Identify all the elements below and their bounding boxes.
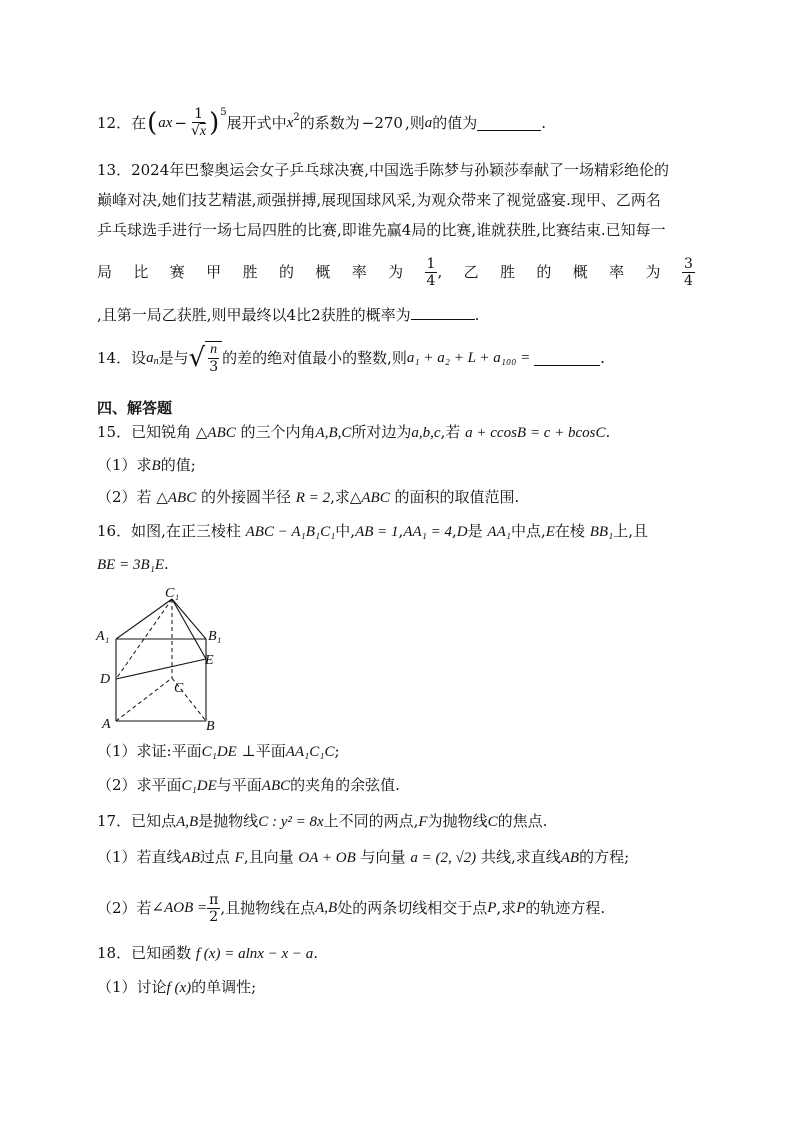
- q18-p1-fx: f (x): [166, 980, 192, 996]
- q15-p1-b: B: [151, 458, 161, 474]
- q16-aa1b: AA₁: [487, 524, 511, 540]
- q15-p2-text: 的面积的取值范围.: [394, 488, 520, 506]
- q12-value: −270: [361, 114, 403, 132]
- q13-line2: 巅峰对决,她们技艺精湛,顽强拼搏,展现国球风采,为观众带来了视觉盛宴.现甲、乙两名: [97, 191, 661, 209]
- q17-vector-sum: OA + OB: [298, 850, 356, 866]
- q13-prob1: $\frac{1}{4}$ ,: [426, 255, 443, 289]
- q15-equation: a + ccosB = c + bcosC: [465, 425, 606, 441]
- q15-part2: [97, 486, 519, 509]
- q17-p2-p2: P: [516, 900, 526, 916]
- q17-p2-p: P: [487, 900, 497, 916]
- q16-p2-text: （2）求平面: [97, 776, 182, 794]
- q16-text: 中,: [335, 522, 356, 540]
- q17-p1-text: 过点: [199, 848, 230, 866]
- q17-p2-text: 的轨迹方程.: [525, 899, 606, 917]
- q17-c: C: [487, 814, 498, 830]
- q16-end: .: [164, 555, 169, 573]
- q13-char: 的: [278, 263, 294, 281]
- q18-end: .: [313, 944, 319, 962]
- q16-p1-plane: C₁DE: [201, 744, 237, 760]
- q15-text: 15．已知锐角: [97, 423, 192, 441]
- q18-p1-text: （1）讨论: [97, 978, 167, 996]
- edge-c1e: [172, 599, 206, 659]
- q16-part2: [97, 774, 400, 797]
- q17-p1-text: ,且向量: [243, 848, 294, 866]
- q12-text3: ,则: [404, 114, 425, 132]
- q14-text2: 的差的绝对值最小的整数,则: [222, 349, 407, 367]
- q13-char: 赛: [169, 263, 185, 281]
- q14-sum: a₁ + a₂ + L + a₁₀₀ =: [406, 350, 531, 366]
- q15-line1: [97, 421, 610, 444]
- label-e: E: [205, 653, 214, 668]
- q14-number: 14．设: [97, 349, 147, 367]
- q18-function: f (x) = alnx − x − a: [195, 946, 314, 962]
- q16-line1: [97, 520, 648, 543]
- q17-p1-ab: AB: [181, 850, 200, 866]
- edge-a1c1: [116, 599, 172, 639]
- q13-char: 率: [609, 263, 625, 281]
- q18-part1: [97, 976, 256, 999]
- q15-angles: A,B,C: [315, 425, 352, 441]
- q15-p2-text: 的外接圆半径: [200, 488, 291, 506]
- q15-p2-r: R = 2: [295, 490, 331, 506]
- q16-text: ,: [451, 522, 457, 540]
- q17-p1-text: 共线,求直线: [480, 848, 561, 866]
- q18-text: 18．已知函数: [97, 944, 192, 962]
- q13-char: 为: [388, 263, 404, 281]
- q17-text: 为抛物线: [427, 812, 488, 830]
- q16-p2-text: 的夹角的余弦值.: [290, 776, 400, 794]
- q16-d: D: [456, 524, 468, 540]
- q16-text: 中点,: [510, 522, 546, 540]
- q17-p1-text: 与向量: [360, 848, 406, 866]
- q17-p1-f: F: [234, 850, 244, 866]
- q17-pi-half: $\frac{\pi}{2}$: [209, 891, 219, 925]
- q12-x-exp: 2: [293, 112, 300, 123]
- label-a1: A₁: [96, 629, 110, 644]
- q15-triangle: △ABC: [195, 425, 236, 441]
- q17-p2-text: ,求: [496, 899, 517, 917]
- q14-line: [97, 340, 605, 376]
- q12-text2: 的系数为: [299, 114, 360, 132]
- q15-text: ,若: [440, 423, 461, 441]
- q16-p1-plane2: AA₁C₁C: [285, 744, 335, 760]
- edge-de: [116, 659, 206, 679]
- q12-line: 12．在 ( ax − $\frac{1}{√x}$ ) $^5$ 展开式中 x $^2$ 的系数为 −270 ,则 a 的值为 .: [97, 108, 546, 138]
- q13-char: 率: [351, 263, 367, 281]
- q12-end: .: [541, 114, 547, 132]
- q13-char: 胜: [242, 263, 258, 281]
- q16-e: E: [545, 524, 555, 540]
- q14-an-sub: n: [153, 356, 159, 367]
- q14-sqrt: √ $\frac{n}{3}$: [189, 341, 223, 375]
- q17-text: 17．已知点: [97, 812, 177, 830]
- q16-prism: ABC − A₁B₁C₁: [245, 524, 336, 540]
- q14-answer-blank[interactable]: [534, 351, 600, 366]
- q15-p1-text: （1）求: [97, 456, 152, 474]
- q13-char: 比: [133, 263, 149, 281]
- q16-ab: AB = 1: [355, 524, 399, 540]
- q13-char: 概: [315, 263, 331, 281]
- q18-p1-text: 的单调性;: [191, 978, 257, 996]
- q13-line5: [97, 304, 479, 326]
- q16-p1-text: ;: [334, 742, 340, 760]
- q15-sides: a,b,c: [411, 425, 441, 441]
- q15-p2-tri: △ABC: [156, 490, 197, 506]
- q17-p2-text: 处的两条切线相交于点: [337, 899, 488, 917]
- q13-char: 胜: [499, 263, 515, 281]
- q12-number: 12．在: [97, 114, 147, 132]
- q16-aa1: AA₁ = 4: [403, 524, 452, 540]
- q18-line1: [97, 942, 318, 965]
- q16-p1-text: （1）求证:平面: [97, 742, 202, 760]
- q16-text: 在棱: [554, 522, 585, 540]
- q13-char: 为: [645, 263, 661, 281]
- q17-p1-ab2: AB: [560, 850, 580, 866]
- q13-char: 概: [572, 263, 588, 281]
- label-a: A: [102, 717, 111, 732]
- q12-minus: −: [174, 114, 187, 132]
- q14-text1: 是与: [158, 349, 189, 367]
- q15-text: 的三个内角: [240, 423, 316, 441]
- q12-fraction: $\frac{1}{√x}$: [191, 106, 207, 139]
- q15-p1-text: 的值;: [160, 456, 196, 474]
- q17-text: 的焦点.: [497, 812, 548, 830]
- q16-p2-abc: ABC: [261, 778, 291, 794]
- q13-prob2: $\frac{3}{4}$: [683, 255, 693, 289]
- q16-be: BE = 3B₁E: [97, 557, 164, 573]
- q16-p2-text: 与平面: [216, 776, 262, 794]
- label-d: D: [100, 672, 111, 687]
- q16-text: ,: [398, 522, 404, 540]
- q16-p1-text: ⊥平面: [241, 742, 286, 760]
- q17-f: F: [418, 814, 428, 830]
- label-c1: C₁: [165, 586, 180, 601]
- q13-end: .: [474, 306, 480, 324]
- q15-p2-text: ,求: [330, 488, 350, 506]
- section-heading: 四、解答题: [97, 399, 173, 417]
- q13-answer-blank[interactable]: [411, 305, 475, 320]
- q17-ab: A,B: [176, 814, 199, 830]
- q12-x: x: [286, 115, 294, 131]
- q15-end: .: [605, 423, 611, 441]
- q12-text1: 展开式中: [226, 114, 287, 132]
- q17-text: 上不同的两点,: [323, 812, 419, 830]
- prism-figure: [94, 586, 234, 734]
- q13-char: 甲: [206, 263, 222, 281]
- q16-text: 上,且: [613, 522, 649, 540]
- q17-angle: ∠AOB =: [151, 900, 208, 916]
- q16-line2: [97, 553, 169, 576]
- q13-line3: 乒乓球选手进行一场七局四胜的比赛,即谁先赢4局的比赛,谁就获胜,比赛结束.已知每一: [97, 221, 666, 239]
- edge-ac: [116, 678, 172, 721]
- q13-char: 的: [536, 263, 552, 281]
- q15-text: 所对边为: [351, 423, 412, 441]
- label-b: B: [206, 719, 215, 734]
- q12-text4: 的值为: [432, 114, 478, 132]
- q17-vector-a: a = (2, √2): [410, 850, 477, 866]
- q17-curve: C : y² = 8x: [258, 814, 324, 830]
- label-b1: B₁: [208, 629, 222, 644]
- q15-p2-tri2: △ABC: [349, 490, 390, 506]
- q16-part1: [97, 740, 340, 763]
- q17-p2-text: ,且抛物线在点: [220, 899, 316, 917]
- q12-a: a: [424, 115, 433, 131]
- q14-end: .: [600, 349, 606, 367]
- q15-part1: [97, 454, 196, 477]
- q13-line4: [97, 254, 695, 290]
- q17-p2-ab: A,B: [315, 900, 338, 916]
- q16-p2-plane: C₁DE: [181, 778, 217, 794]
- label-c: C: [174, 681, 184, 696]
- edge-c1b1: [172, 599, 206, 639]
- q16-text: 16．如图,在正三棱柱: [97, 522, 241, 540]
- q16-bb1: BB₁: [589, 524, 614, 540]
- q17-line1: [97, 810, 547, 833]
- q17-text: 是抛物线: [198, 812, 259, 830]
- q13-line5-text: ,且第一局乙获胜,则甲最终以4比2获胜的概率为: [97, 306, 411, 324]
- q17-p1-text: （1）若直线: [97, 848, 182, 866]
- q15-p2-text: （2）若: [97, 488, 152, 506]
- q13-line1: 13．2024年巴黎奥运会女子乒乓球决赛,中国选手陈梦与孙颖莎奉献了一场精彩绝伦的: [97, 161, 670, 179]
- q14-an: a: [146, 350, 154, 366]
- q12-ax: ax: [158, 115, 173, 131]
- q17-p1-text: 的方程;: [579, 848, 630, 866]
- q17-part2: [97, 890, 605, 926]
- q13-char: 局: [97, 263, 113, 281]
- q17-p2-text: （2）若: [97, 899, 152, 917]
- q13-char: 乙: [463, 263, 479, 281]
- q17-part1: [97, 846, 629, 869]
- q12-answer-blank[interactable]: [477, 116, 541, 131]
- q12-exponent: 5: [220, 107, 227, 118]
- q16-text: 是: [467, 522, 483, 540]
